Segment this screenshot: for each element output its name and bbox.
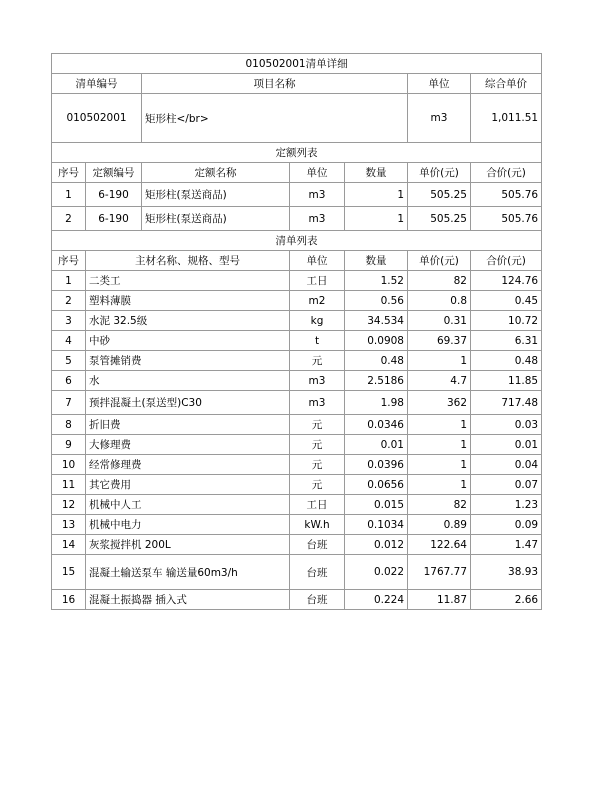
material-name: 机械中人工	[86, 495, 290, 515]
bill-header-row	[52, 74, 542, 94]
quota-header-code: 定额编号	[86, 163, 142, 183]
quota-no: 1	[52, 183, 86, 207]
quota-total: 505.76	[471, 183, 542, 207]
material-name: 折旧费	[86, 415, 290, 435]
material-total: 0.03	[471, 415, 542, 435]
material-price: 1767.77	[408, 555, 471, 590]
material-price: 82	[408, 271, 471, 291]
material-total: 11.85	[471, 371, 542, 391]
materials-header-qty: 数量	[345, 251, 408, 271]
quota-code: 6-190	[86, 207, 142, 231]
quota-total: 505.76	[471, 207, 542, 231]
material-name: 塑料薄膜	[86, 291, 290, 311]
material-row	[52, 515, 542, 535]
material-qty: 0.0346	[345, 415, 408, 435]
quota-header-row	[52, 163, 542, 183]
material-name: 预拌混凝土(泵送型)C30	[86, 391, 290, 415]
material-price: 1	[408, 455, 471, 475]
material-price: 1	[408, 415, 471, 435]
material-price: 1	[408, 435, 471, 455]
material-price: 122.64	[408, 535, 471, 555]
quota-header-unit: 单位	[290, 163, 345, 183]
material-price: 82	[408, 495, 471, 515]
material-qty: 0.015	[345, 495, 408, 515]
material-name: 二类工	[86, 271, 290, 291]
material-row	[52, 435, 542, 455]
material-total: 717.48	[471, 391, 542, 415]
material-name: 水泥 32.5级	[86, 311, 290, 331]
quota-code: 6-190	[86, 183, 142, 207]
quota-qty: 1	[345, 183, 408, 207]
bill-code: 010502001	[52, 94, 142, 143]
materials-section-row	[52, 231, 542, 251]
material-price: 0.31	[408, 311, 471, 331]
material-unit: 元	[290, 475, 345, 495]
material-qty: 1.98	[345, 391, 408, 415]
material-total: 0.45	[471, 291, 542, 311]
quota-unit: m3	[290, 183, 345, 207]
materials-header-total: 合价(元)	[471, 251, 542, 271]
material-no: 2	[52, 291, 86, 311]
material-no: 7	[52, 391, 86, 415]
material-qty: 34.534	[345, 311, 408, 331]
header-unit-price: 综合单价	[471, 74, 542, 94]
material-row	[52, 475, 542, 495]
material-no: 16	[52, 590, 86, 610]
material-no: 1	[52, 271, 86, 291]
material-price: 11.87	[408, 590, 471, 610]
material-unit: 台班	[290, 555, 345, 590]
quota-row	[52, 183, 542, 207]
material-name: 机械中电力	[86, 515, 290, 535]
material-qty: 2.5186	[345, 371, 408, 391]
bill-name: 矩形柱</br>	[142, 94, 408, 143]
material-total: 0.01	[471, 435, 542, 455]
material-unit: 台班	[290, 590, 345, 610]
material-name: 灰浆搅拌机 200L	[86, 535, 290, 555]
material-unit: 元	[290, 415, 345, 435]
material-name: 混凝土振捣器 插入式	[86, 590, 290, 610]
material-no: 10	[52, 455, 86, 475]
material-qty: 0.01	[345, 435, 408, 455]
material-name: 大修理费	[86, 435, 290, 455]
material-no: 15	[52, 555, 86, 590]
material-row	[52, 371, 542, 391]
material-qty: 0.56	[345, 291, 408, 311]
quota-name: 矩形柱(泵送商品)	[142, 183, 290, 207]
material-qty: 0.0908	[345, 331, 408, 351]
material-price: 1	[408, 351, 471, 371]
material-row	[52, 590, 542, 610]
material-no: 5	[52, 351, 86, 371]
material-total: 124.76	[471, 271, 542, 291]
material-no: 8	[52, 415, 86, 435]
material-name: 水	[86, 371, 290, 391]
material-total: 0.09	[471, 515, 542, 535]
material-row	[52, 391, 542, 415]
material-no: 13	[52, 515, 86, 535]
material-qty: 0.1034	[345, 515, 408, 535]
material-unit: m2	[290, 291, 345, 311]
material-qty: 1.52	[345, 271, 408, 291]
material-total: 38.93	[471, 555, 542, 590]
material-unit: kW.h	[290, 515, 345, 535]
material-no: 3	[52, 311, 86, 331]
material-row	[52, 535, 542, 555]
quota-no: 2	[52, 207, 86, 231]
material-unit: 元	[290, 435, 345, 455]
bill-detail-table	[51, 53, 542, 610]
material-price: 362	[408, 391, 471, 415]
quota-header-total: 合价(元)	[471, 163, 542, 183]
material-row	[52, 455, 542, 475]
material-unit: m3	[290, 371, 345, 391]
material-name: 泵管摊销费	[86, 351, 290, 371]
material-total: 1.47	[471, 535, 542, 555]
material-row	[52, 331, 542, 351]
material-price: 4.7	[408, 371, 471, 391]
material-total: 0.04	[471, 455, 542, 475]
material-row	[52, 351, 542, 371]
material-no: 9	[52, 435, 86, 455]
quota-qty: 1	[345, 207, 408, 231]
material-qty: 0.012	[345, 535, 408, 555]
material-no: 6	[52, 371, 86, 391]
quota-section-row	[52, 143, 542, 163]
material-qty: 0.022	[345, 555, 408, 590]
material-unit: kg	[290, 311, 345, 331]
material-unit: 工日	[290, 495, 345, 515]
header-item-name: 项目名称	[142, 74, 408, 94]
material-total: 1.23	[471, 495, 542, 515]
material-price: 1	[408, 475, 471, 495]
bill-unit: m3	[408, 94, 471, 143]
material-qty: 0.0656	[345, 475, 408, 495]
bill-price: 1,011.51	[471, 94, 542, 143]
materials-section-title: 清单列表	[52, 231, 542, 251]
material-name: 其它费用	[86, 475, 290, 495]
table-title: 010502001清单详细	[52, 54, 542, 74]
quota-header-price: 单价(元)	[408, 163, 471, 183]
material-no: 11	[52, 475, 86, 495]
material-name: 混凝土输送泵车 输送量60m3/h	[86, 555, 290, 590]
material-qty: 0.48	[345, 351, 408, 371]
material-total: 6.31	[471, 331, 542, 351]
material-row	[52, 415, 542, 435]
materials-header-name: 主材名称、规格、型号	[86, 251, 290, 271]
material-unit: t	[290, 331, 345, 351]
material-unit: 元	[290, 455, 345, 475]
material-unit: m3	[290, 391, 345, 415]
material-no: 12	[52, 495, 86, 515]
materials-header-row	[52, 251, 542, 271]
quota-header-no: 序号	[52, 163, 86, 183]
material-row	[52, 311, 542, 331]
material-row	[52, 291, 542, 311]
header-unit: 单位	[408, 74, 471, 94]
quota-price: 505.25	[408, 183, 471, 207]
material-total: 0.07	[471, 475, 542, 495]
materials-header-unit: 单位	[290, 251, 345, 271]
bill-row	[52, 94, 542, 143]
quota-header-name: 定额名称	[142, 163, 290, 183]
quota-header-qty: 数量	[345, 163, 408, 183]
materials-header-price: 单价(元)	[408, 251, 471, 271]
quota-unit: m3	[290, 207, 345, 231]
material-unit: 元	[290, 351, 345, 371]
quota-row	[52, 207, 542, 231]
bill-detail-sheet	[51, 53, 541, 610]
material-row	[52, 495, 542, 515]
material-unit: 工日	[290, 271, 345, 291]
material-total: 2.66	[471, 590, 542, 610]
material-total: 10.72	[471, 311, 542, 331]
material-name: 经常修理费	[86, 455, 290, 475]
material-no: 14	[52, 535, 86, 555]
material-price: 69.37	[408, 331, 471, 351]
quota-price: 505.25	[408, 207, 471, 231]
material-price: 0.8	[408, 291, 471, 311]
material-total: 0.48	[471, 351, 542, 371]
material-qty: 0.0396	[345, 455, 408, 475]
material-qty: 0.224	[345, 590, 408, 610]
materials-rows	[52, 271, 542, 610]
material-no: 4	[52, 331, 86, 351]
material-name: 中砂	[86, 331, 290, 351]
table-title-row	[52, 54, 542, 74]
material-row	[52, 271, 542, 291]
materials-header-no: 序号	[52, 251, 86, 271]
material-unit: 台班	[290, 535, 345, 555]
material-price: 0.89	[408, 515, 471, 535]
material-row	[52, 555, 542, 590]
quota-name: 矩形柱(泵送商品)	[142, 207, 290, 231]
header-bill-code: 清单编号	[52, 74, 142, 94]
quota-section-title: 定额列表	[52, 143, 542, 163]
